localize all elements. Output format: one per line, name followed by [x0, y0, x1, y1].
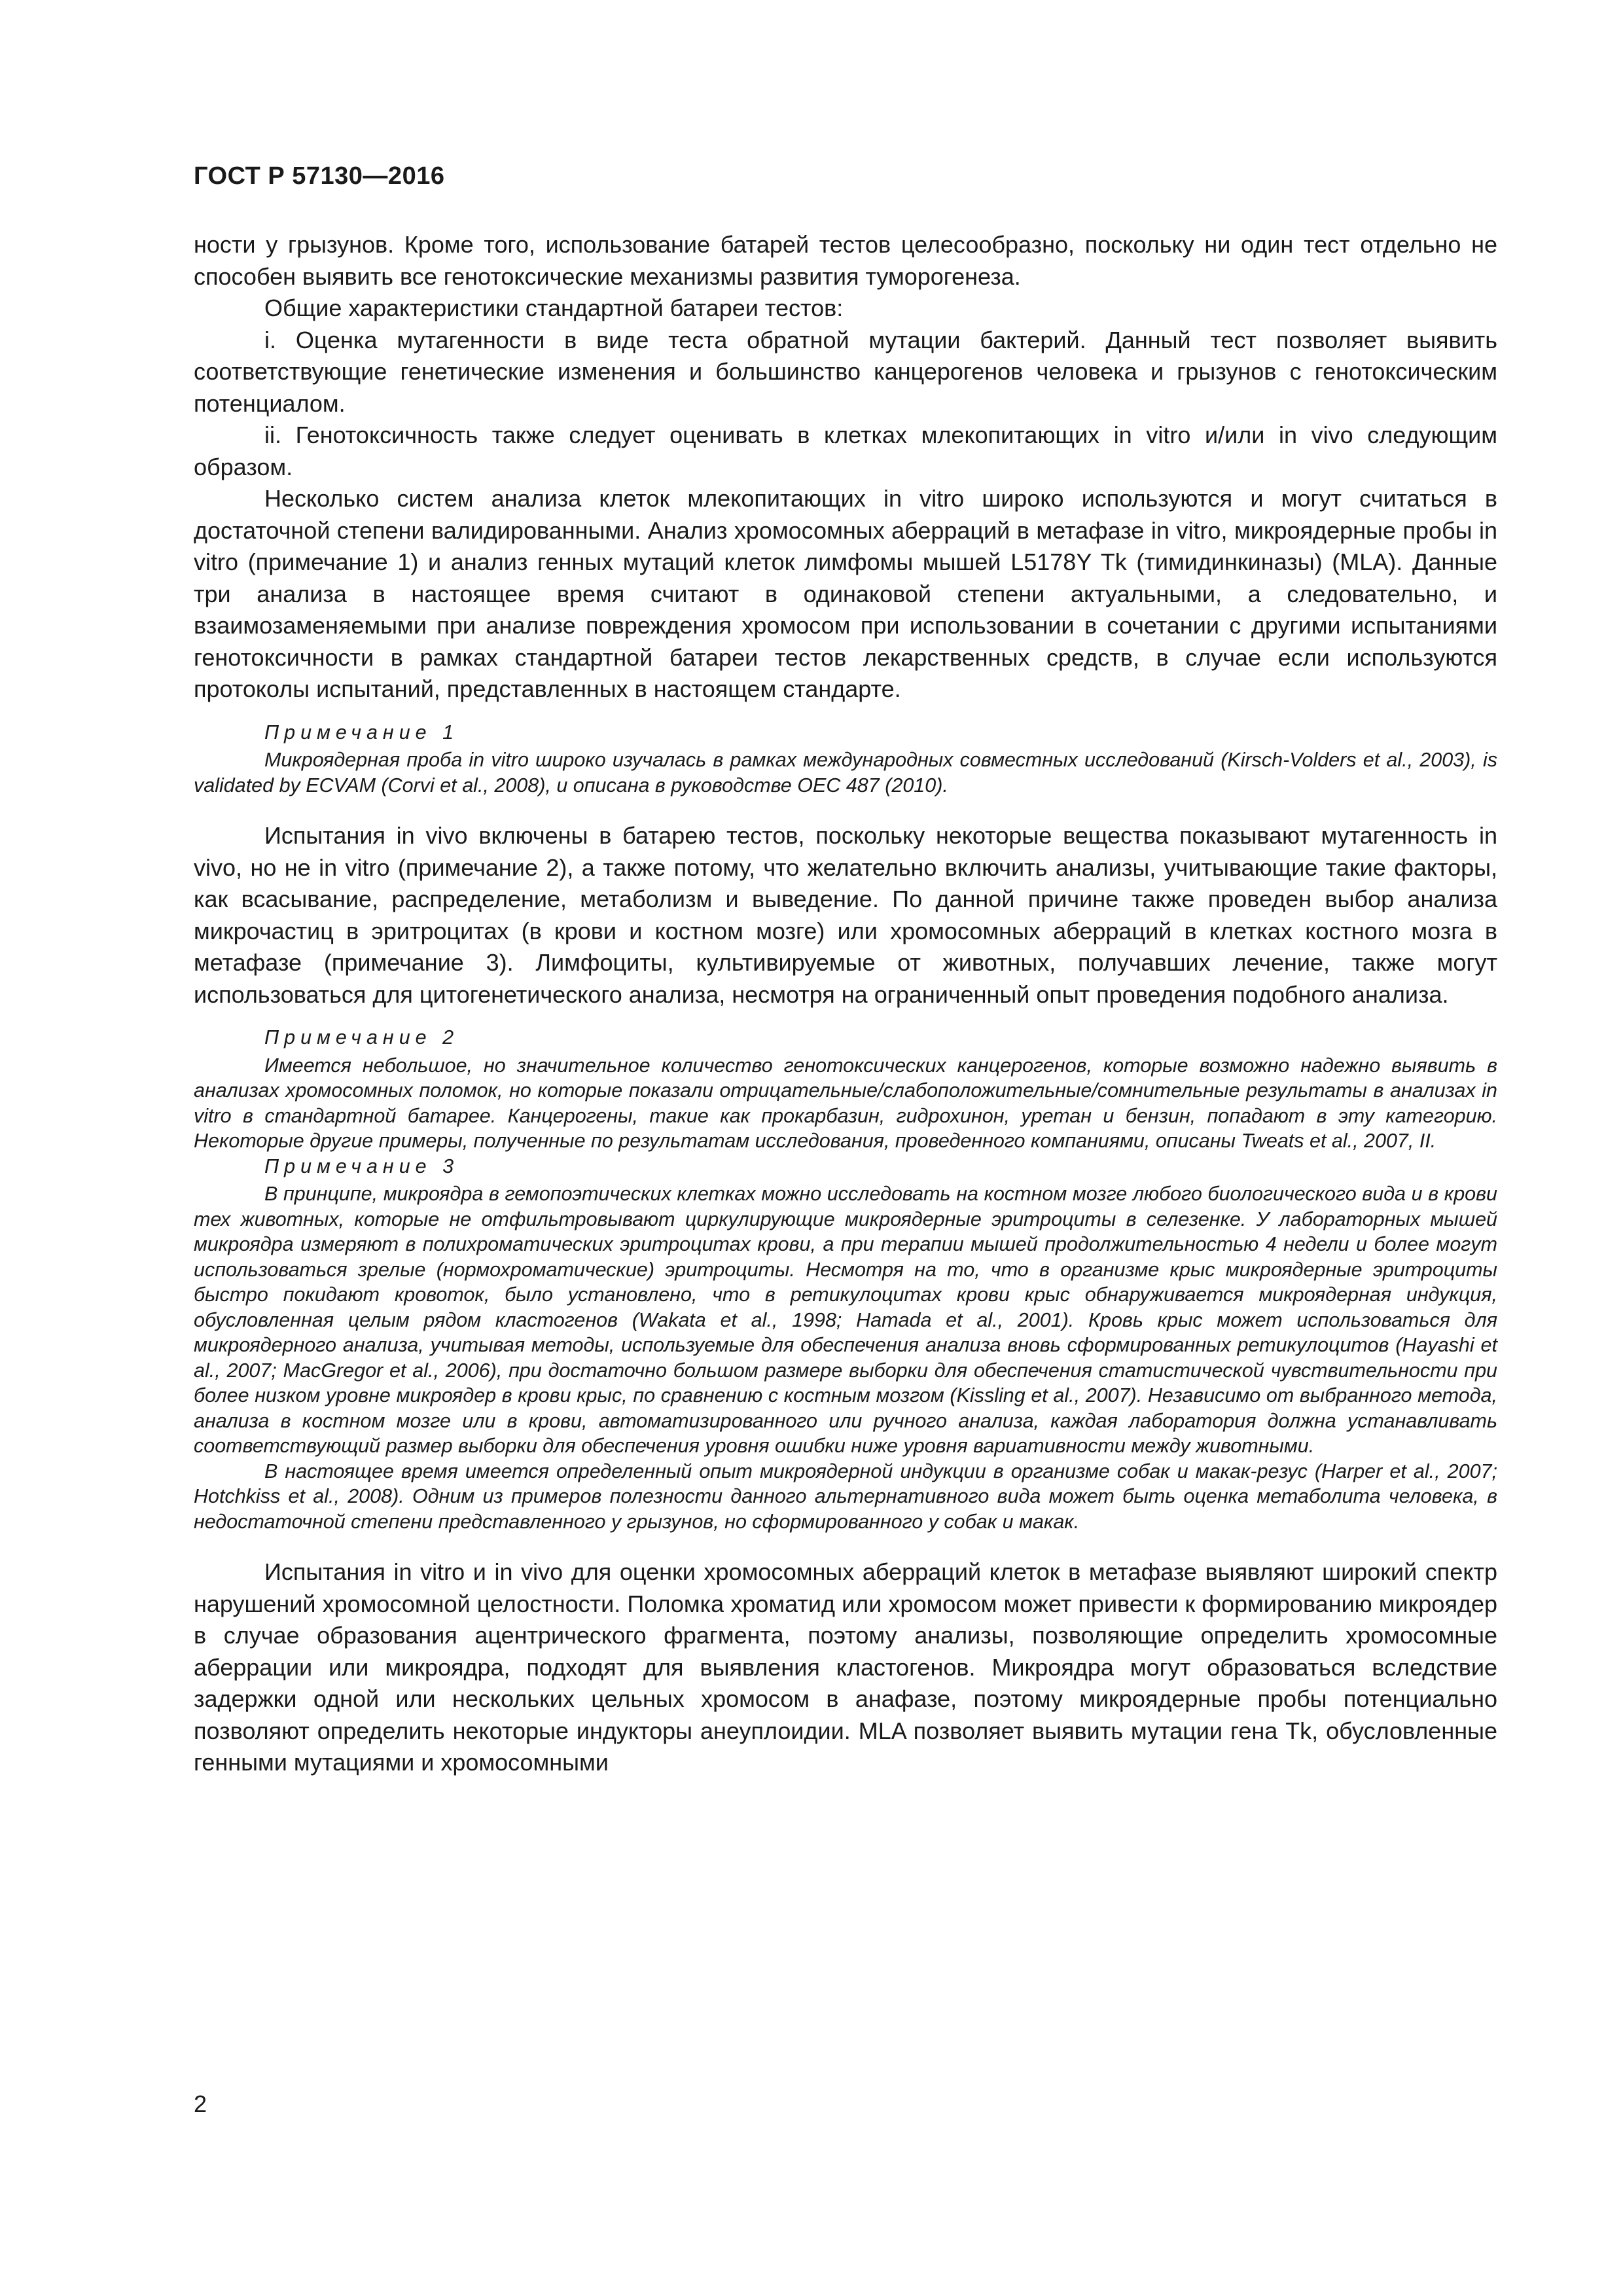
- paragraph-chromosome-aberrations: Испытания in vitro и in vivo для оценки хромосомных аберраций клеток в метафазе выявляют широкий спектр нарушений хромосомной целостности. Поломка хроматид или хромосом может привести к формированию микроядер в случае образования ацентрического фрагмента, поэтому анализы, позволяющие определить хромосомные аберрации или микроядра, подходят для выявления кластогенов. Микроядра могут образоваться вследствие задержки одной или нескольких цельных хромосом в анафазе, поэтому микроядерные пробы потенциально позволяют определить некоторые индукторы анеуплоидии. MLA позволяет выявить мутации гена Tk, обусловленные генными мутациями и хромосомными: [194, 1558, 1497, 1776]
- paragraph-battery-characteristics: Общие характеристики стандартной батареи тестов:: [264, 295, 844, 321]
- paragraph-in-vivo-tests: Испытания in vivo включены в батарею тестов, поскольку некоторые вещества показывают мутагенность in vivo, но не in vitro (примечание 2), а также потому, что желательно включить анализы, учитывающие такие факторы, как всасывание, распределение, метаболизм и выведение. По данной причине также проведен выбор анализа микрочастиц в эритроцитах (в крови и костном мозге) или хромосомных аберраций в клетках костного мозга в метафазе (примечание 3). Лимфоциты, культивируемые от животных, получавших лечение, также могут использоваться для цитогенетического анализа, несмотря на ограниченный опыт проведения подобного анализа.: [194, 822, 1497, 1008]
- note-2: [194, 1025, 1497, 1154]
- paragraph-continuation: ности у грызунов. Кроме того, использование батарей тестов целесообразно, поскольку ни один тест отдельно не способен выявить все генотоксические механизмы развития туморогенеза.: [194, 231, 1497, 290]
- note-2-text: Имеется небольшое, но значительное количество генотоксических канцерогенов, которые возможно надежно выявить в анализах хромосомных поломок, но которые показали отрицательные/слабоположительные/сомнительные результаты в анализах in vitro в стандартной батарее. Канцерогены, такие как прокарбазин, гидрохинон, уретан и бензин, попадают в эту категорию. Некоторые другие примеры, полученные по результатам исследования, проведенного компаниями, описаны Tweats et al., 2007, II.: [194, 1054, 1497, 1152]
- note-3-text-1: В принципе, микроядра в гемопоэтических клетках можно исследовать на костном мозге любого биологического вида и в крови тех животных, которые не отфильтровывают циркулирующие микроядерные эритроциты в селезенке. У лабораторных мышей микроядра измеряют в полихроматических эритроцитах крови, а при терапии мышей продолжительностью 4 недели и более могут использоваться зрелые (нормохроматические) эритроциты. Несмотря на то, что в организме крыс микроядерные эритроциты быстро покидают кровоток, было установлено, что в ретикулоцитах крови крыс обнаруживается микроядерная индукция, обусловленная целым рядом кластогенов (Wakata et al., 1998; Hamada et al., 2001). Кровь крыс может использоваться для микроядерного анализа, учитывая методы, используемые для обеспечения анализа вновь сформированных ретикулоцитов (Hayashi et al., 2007; MacGregor et al., 2006), при достаточно большом размере выборки для обеспечения статистической чувствительности при более низком уровне микроядер в крови крыс, по сравнению с костным мозгом (Kissling et al., 2007). Независимо от выбранного метода, анализа в костном мозге или в крови, автоматизированного или ручного анализа, каждая лаборатория должна устанавливать соответствующий размер выборки для обеспечения уровня ошибки ниже уровня вариативности между животными.: [194, 1183, 1497, 1457]
- paragraph-in-vitro-systems: Несколько систем анализа клеток млекопитающих in vitro широко используются и могут считаться в достаточной степени валидированными. Анализ хромосомных аберраций в метафазе in vitro, микроядерные пробы in vitro (примечание 1) и анализ генных мутаций клеток лимфомы мышей L5178Y Tk (тимидинкиназы) (MLA). Данные три анализа в настоящее время считают в одинаковой степени актуальными, а следовательно, и взаимозаменяемыми при анализе повреждения хромосом при использовании в сочетании с другими испытаниями генотоксичности в рамках стандартной батареи тестов лекарственных средств, в случае если используются протоколы испытаний, представленных в настоящем стандарте.: [194, 485, 1497, 702]
- paragraph-item-i: i. Оценка мутагенности в виде теста обратной мутации бактерий. Данный тест позволяет выявить соответствующие генетические изменения и большинство канцерогенов человека и грызунов с генотоксическим потенциалом.: [194, 326, 1497, 417]
- note-3-text-2: В настоящее время имеется определенный опыт микроядерной индукции в организме собак и макак-резус (Harper et al., 2007; Hotchkiss et al., 2008). Одним из примеров полезности данного альтернативного вида может быть оценка метаболита человека, в недостаточной степени представленного у грызунов, но сформированного у собак и макак.: [194, 1460, 1497, 1533]
- note-1-text: Микроядерная проба in vitro широко изучалась в рамках международных совместных исследований (Kirsch-Volders et al., 2003), is validated by ECVAM (Corvi et al., 2008), и описана в руководстве OEC 487 (2010).: [194, 749, 1497, 797]
- document-body: [194, 229, 1497, 1779]
- paragraph-item-ii: ii. Генотоксичность также следует оценивать в клетках млекопитающих in vitro и/или in vivo следующим образом.: [194, 422, 1497, 480]
- note-1: [194, 720, 1497, 798]
- note-3-title: Примечание 3: [264, 1155, 459, 1177]
- page-number: 2: [194, 2090, 207, 2117]
- note-1-title: Примечание 1: [264, 721, 459, 744]
- note-3: [194, 1154, 1497, 1535]
- note-2-title: Примечание 2: [264, 1026, 459, 1049]
- standard-designation: ГОСТ Р 57130—2016: [194, 162, 445, 190]
